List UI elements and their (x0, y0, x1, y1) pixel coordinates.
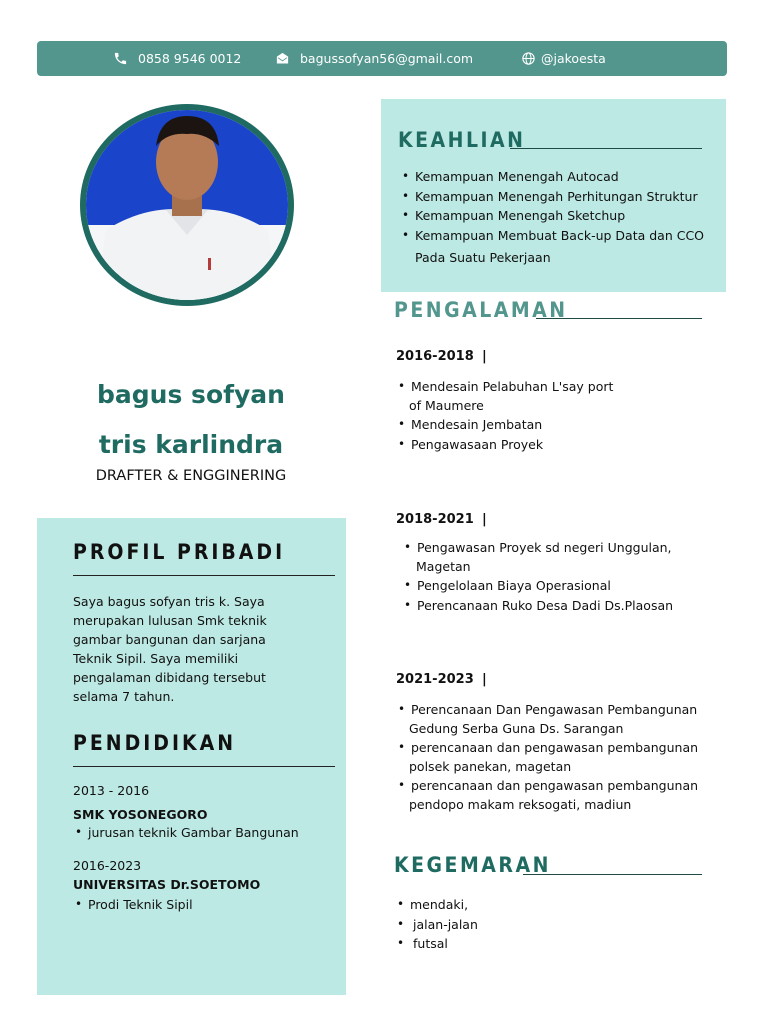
period-years: 2016-2018 (396, 349, 474, 364)
period-separator: | (482, 672, 487, 687)
period-items (394, 415, 543, 454)
list-item: • Mendesain Jembatan (411, 415, 543, 435)
education-details (71, 895, 193, 915)
envelope-icon (275, 51, 290, 66)
period-item-continuation: pendopo makam reksogati, madiun (409, 797, 632, 812)
left-panel (37, 518, 346, 995)
list-item: • Kemampuan Menengah Sketchup (415, 206, 704, 226)
list-item: • Pengawasaan Proyek (411, 435, 543, 455)
kegemaran-heading: KEGEMARAN (394, 853, 551, 877)
phone-icon (113, 51, 128, 66)
profil-line: Saya bagus sofyan tris k. Saya (73, 594, 265, 609)
list-item: • Mendesain Pelabuhan L'say port (411, 377, 613, 397)
profil-line: selama 7 tahun. (73, 689, 175, 704)
profil-paragraph (73, 592, 335, 706)
list-item: • Pengawasan Proyek sd negeri Unggulan, (417, 538, 672, 558)
list-item: • mendaki, (410, 895, 478, 915)
list-item: • Perencanaan Dan Pengawasan Pembangunan (411, 700, 697, 720)
education-years: 2013 - 2016 (73, 783, 150, 798)
keahlian-continuation: Pada Suatu Pekerjaan (415, 250, 551, 265)
list-item: • perencanaan dan pengawasan pembangunan (411, 738, 698, 758)
keahlian-heading: KEAHLIAN (398, 128, 526, 152)
kegemaran-list (393, 895, 478, 954)
period-separator: | (482, 512, 487, 527)
profil-pribadi-heading: PROFIL PRIBADI (73, 540, 286, 564)
list-item: • jurusan teknik Gambar Bangunan (88, 823, 299, 843)
globe-icon (521, 51, 536, 66)
name-first-line: bagus sofyan (97, 380, 285, 409)
pengalaman-heading: PENGALAMAN (394, 298, 568, 322)
name-second-line: tris karlindra (98, 430, 284, 459)
period-item-continuation: polsek panekan, magetan (409, 759, 572, 774)
pendidikan-divider (73, 766, 335, 767)
period-years: 2018-2021 (396, 512, 474, 527)
list-item: • Pengelolaan Biaya Operasional (417, 576, 673, 596)
list-item: • futsal (410, 934, 478, 954)
profil-line: pengalaman dibidang tersebut (73, 670, 266, 685)
list-item: • Kemampuan Menengah Autocad (415, 167, 704, 187)
period-years: 2021-2023 (396, 672, 474, 687)
profil-line: gambar bangunan dan sarjana (73, 632, 266, 647)
pendidikan-heading: PENDIDIKAN (73, 731, 237, 755)
period-items (394, 738, 698, 758)
education-school: UNIVERSITAS Dr.SOETOMO (73, 877, 261, 892)
list-item: • Perencanaan Ruko Desa Dadi Ds.Plaosan (417, 596, 673, 616)
keahlian-list (398, 167, 704, 245)
phone-number: 0858 9546 0012 (138, 51, 242, 66)
period-items (394, 377, 613, 397)
profile-photo (80, 104, 294, 306)
list-item: • Kemampuan Menengah Perhitungan Struktur (415, 187, 704, 207)
social-contact[interactable] (521, 41, 606, 76)
keahlian-divider (510, 148, 702, 149)
period-item-continuation: Magetan (416, 559, 471, 574)
kegemaran-divider (523, 874, 702, 875)
contact-bar (37, 41, 727, 76)
list-item: • jalan-jalan (410, 915, 478, 935)
period-items (394, 700, 697, 720)
profil-divider (73, 575, 335, 576)
phone-contact[interactable] (113, 41, 241, 76)
email-address: bagussofyan56@gmail.com (300, 51, 474, 66)
period-items (394, 776, 698, 796)
social-handle: @jakoesta (541, 51, 606, 66)
education-years: 2016-2023 (73, 858, 142, 873)
list-item: • perencanaan dan pengawasan pembangunan (411, 776, 698, 796)
pengalaman-divider (536, 318, 702, 319)
period-separator: | (482, 349, 487, 364)
email-contact[interactable] (275, 41, 473, 76)
education-school: SMK YOSONEGORO (73, 807, 208, 822)
profil-line: Teknik Sipil. Saya memiliki (73, 651, 239, 666)
job-title: DRAFTER & ENGGINERING (95, 468, 287, 484)
list-item: • Kemampuan Membuat Back-up Data dan CCO (415, 226, 704, 246)
list-item: • Prodi Teknik Sipil (88, 895, 193, 915)
period-items (400, 576, 673, 615)
profil-line: merupakan lulusan Smk teknik (73, 613, 267, 628)
period-items (400, 538, 672, 558)
period-item-continuation: of Maumere (409, 398, 484, 413)
education-details (71, 823, 299, 843)
period-item-continuation: Gedung Serba Guna Ds. Sarangan (409, 721, 624, 736)
person-portrait (86, 110, 288, 300)
